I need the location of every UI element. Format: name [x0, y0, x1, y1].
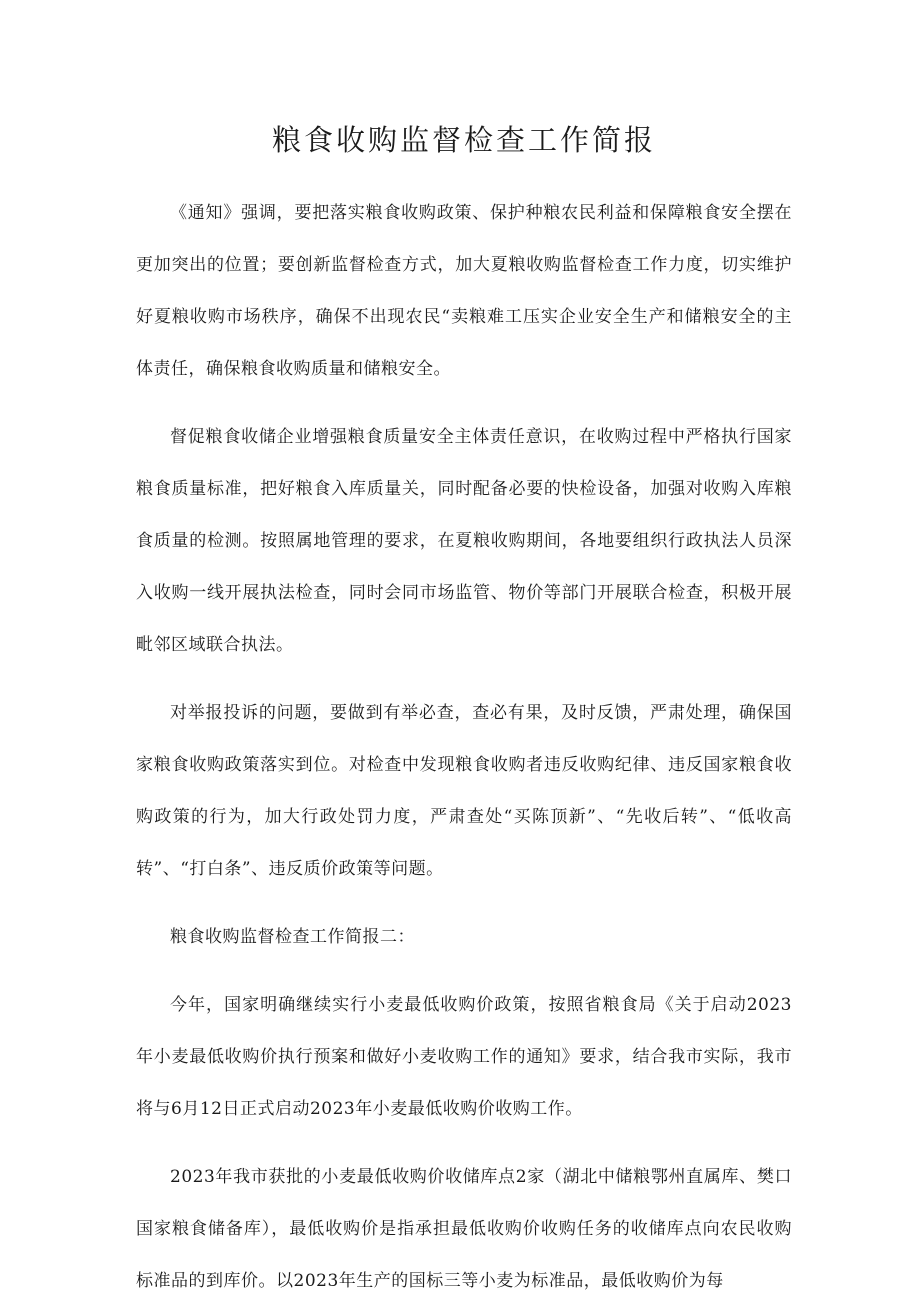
paragraph-3: 对举报投诉的问题，要做到有举必查，查必有果，及时反馈，严肃处理，确保国家粮食收购政策落实到位。对检查中发现粮食收购者违反收购纪律、违反国家粮食收购政策的行为，加大行政处罚力度，严肃查处“买陈顶新”、“先收后转”、“低收高转”、“打白条”、违反质价政策等问题。 [136, 703, 792, 879]
paragraph-2: 督促粮食收储企业增强粮食质量安全主体责任意识，在收购过程中严格执行国家粮食质量标准，把好粮食入库质量关，同时配备必要的快检设备，加强对收购入库粮食质量的检测。按照属地管理的要求，在夏粮收购期间，各地要组织行政执法人员深入收购一线开展执法检查，同时会同市场监管、物价等部门开展联合检查，积极开展毗邻区域联合执法。 [136, 427, 792, 655]
paragraph-4-subheading: 粮食收购监督检查工作简报二： [170, 927, 415, 947]
paragraph-1: 《通知》强调，要把落实粮食收购政策、保护种粮农民利益和保障粮食安全摆在更加突出的位置；要创新监督检查方式，加大夏粮收购监督检查工作力度，切实维护好夏粮收购市场秩序，确保不出现农民“卖粮难工压实企业安全生产和储粮安全的主体责任，确保粮食收购质量和储粮安全。 [136, 203, 792, 379]
document-title: 粮食收购监督检查工作简报 [271, 123, 656, 157]
paragraph-6: 2023年我市获批的小麦最低收购价收储库点2家（湖北中储粮鄂州直属库、樊口国家粮食储备库），最低收购价是指承担最低收购价收购任务的收储库点向农民收购标准品的到库价。以2023年生产的国标三等小麦为标准品，最低收购价为每 [136, 1167, 792, 1291]
paragraph-5: 今年，国家明确继续实行小麦最低收购价政策，按照省粮食局《关于启动2023年小麦最低收购价执行预案和做好小麦收购工作的通知》要求，结合我市实际，我市将与6月12日正式启动2023年小麦最低收购价收购工作。 [136, 995, 792, 1119]
